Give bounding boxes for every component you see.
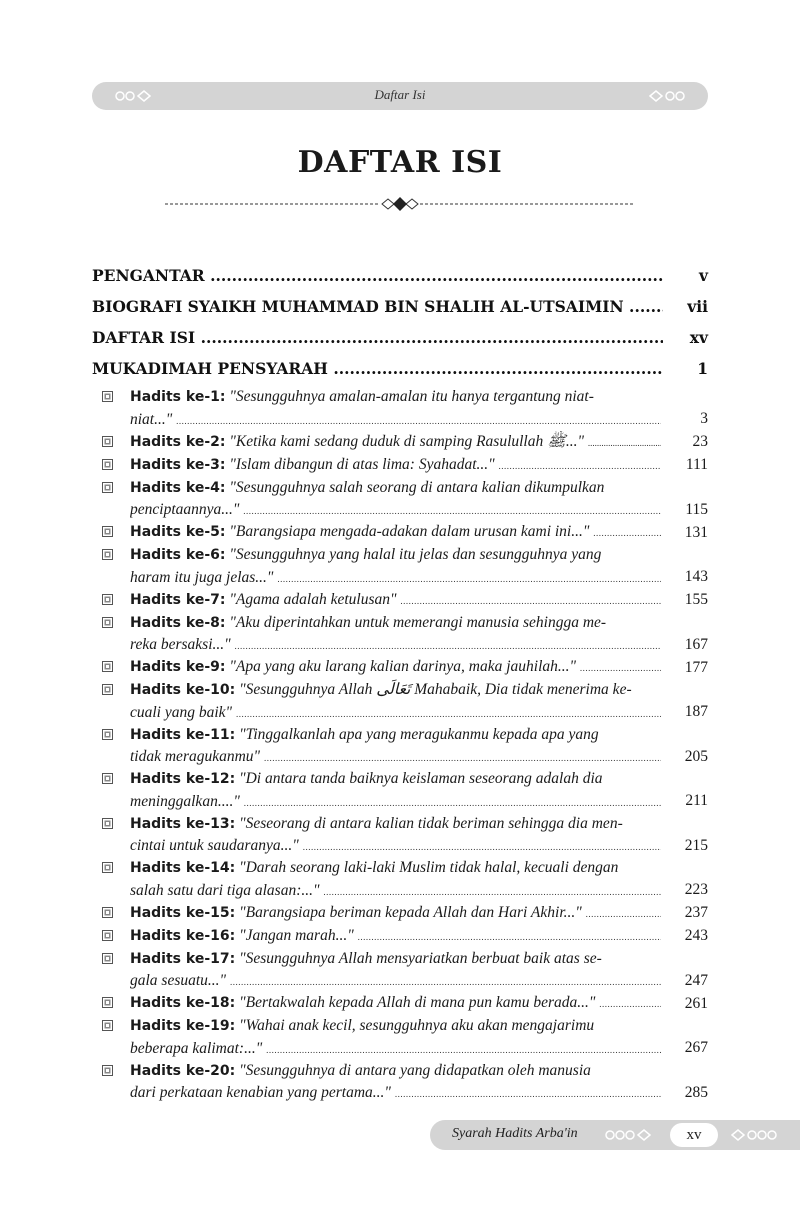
hadits-description: "Sesungguhnya Allah تَعَالَى Mahabaik, Dia tidak menerima ke- (239, 681, 632, 698)
toc-entry-page: 1 (697, 359, 708, 378)
leader-dots (323, 887, 661, 897)
bullet-ornament-icon (102, 617, 113, 628)
leader-dots (358, 932, 661, 942)
divider-ornament-icon (160, 196, 640, 212)
hadits-label: Hadits ke-20: (130, 1062, 236, 1079)
hadits-description: "Sesungguhnya amalan-amalan itu hanya tergantung niat- (229, 388, 594, 405)
bullet-ornament-icon (102, 436, 113, 447)
toc-entry-label: BIOGRAFI SYAIKH MUHAMMAD BIN SHALIH AL-UTSAIMIN ..... (92, 297, 663, 316)
hadits-page-number: 205 (684, 747, 708, 765)
hadits-description: "Darah seorang laki-laki Muslim tidak halal, kecuali dengan (239, 859, 619, 876)
toc-hadits-entry[interactable] (92, 992, 708, 1015)
hadits-page-number: 267 (684, 1039, 708, 1056)
leader-dots (586, 909, 661, 919)
toc-entry-label: PENGANTAR ..... (92, 266, 663, 285)
hadits-description-continued: salah satu dari tiga alasan:..." (130, 881, 320, 899)
bullet-ornament-icon (102, 391, 113, 402)
hadits-page-number: 177 (684, 658, 708, 676)
hadits-label: Hadits ke-10: (130, 682, 236, 698)
leader-dots (599, 999, 661, 1009)
toc-main-entry[interactable] (92, 293, 708, 324)
hadits-description: "Barangsiapa mengada-adakan dalam urusan kami ini..." (229, 523, 590, 540)
hadits-page-number: 215 (684, 836, 708, 854)
hadits-page-number: 115 (685, 500, 708, 518)
hadits-page-number: 111 (685, 456, 708, 473)
leader-dots (236, 709, 661, 719)
bullet-ornament-icon (102, 661, 113, 672)
bullet-ornament-icon (102, 526, 113, 537)
hadits-description: "Islam dibangun di atas lima: Syahadat..." (229, 455, 495, 473)
hadits-description: "Apa yang aku larang kalian darinya, maka jauhilah..." (229, 658, 577, 675)
toc-hadits-entry[interactable] (92, 925, 708, 948)
ornament-icon (730, 1125, 782, 1145)
bullet-ornament-icon (102, 459, 113, 470)
header-title: Daftar Isi (374, 87, 426, 102)
toc-hadits-entry[interactable] (92, 386, 708, 431)
hadits-label: Hadits ke-17: (130, 950, 236, 967)
leader-dots (303, 842, 661, 852)
hadits-description: "Bertakwalah kepada Allah di mana pun kamu berada..." (239, 994, 596, 1011)
bullet-ornament-icon (102, 953, 113, 964)
toc-hadits-entry[interactable] (92, 724, 708, 769)
hadits-label: Hadits ke-7: (130, 591, 226, 608)
leader-dots (243, 506, 661, 516)
leader-dots (499, 461, 661, 471)
running-footer (430, 1120, 800, 1150)
hadits-description-continued: reka bersaksi..." (130, 636, 231, 653)
hadits-label: Hadits ke-15: (130, 904, 236, 921)
hadits-page-number: 187 (684, 703, 708, 720)
hadits-page-number: 167 (684, 635, 708, 653)
ornament-icon (602, 1125, 654, 1145)
hadits-page-number: 243 (684, 927, 708, 944)
hadits-label: Hadits ke-13: (130, 815, 236, 832)
hadits-label: Hadits ke-11: (130, 726, 236, 743)
leader-dots (580, 663, 661, 673)
hadits-label: Hadits ke-16: (130, 927, 236, 944)
hadits-description-continued: gala sesuatu..." (130, 972, 227, 989)
hadits-description: "Wahai anak kecil, sesungguhnya aku akan mengajarimu (239, 1017, 595, 1034)
toc-main-entry[interactable] (92, 355, 708, 386)
leader-dots (395, 1089, 661, 1099)
bullet-ornament-icon (102, 907, 113, 918)
ornament-icon (648, 86, 688, 106)
toc-hadits-entry[interactable] (92, 431, 708, 454)
leader-dots (235, 641, 661, 651)
hadits-label: Hadits ke-8: (130, 614, 226, 631)
hadits-description: "Barangsiapa beriman kepada Allah dan Hari Akhir..." (239, 903, 582, 921)
hadits-page-number: 3 (700, 410, 708, 427)
hadits-description-continued: beberapa kalimat:..." (130, 1039, 263, 1057)
bullet-ornament-icon (102, 773, 113, 784)
hadits-description: "Ketika kami sedang duduk di samping Rasulullah ﷺ..." (229, 432, 584, 450)
hadits-description: "Sesungguhnya salah seorang di antara kalian dikumpulkan (229, 478, 605, 496)
hadits-label: Hadits ke-5: (130, 524, 226, 540)
leader-dots (277, 574, 661, 584)
hadits-label: Hadits ke-18: (130, 995, 236, 1011)
hadits-description: "Aku diperintahkan untuk memerangi manusia sehingga me- (229, 613, 607, 631)
toc-entry-label: MUKADIMAH PENSYARAH ..... (92, 359, 663, 378)
hadits-description: "Sesungguhnya di antara yang didapatkan oleh manusia (239, 1061, 591, 1079)
toc-main-entry[interactable] (92, 262, 708, 293)
toc-hadits-entry[interactable] (92, 477, 708, 522)
hadits-label: Hadits ke-6: (130, 547, 226, 563)
toc-hadits-entry[interactable] (92, 589, 708, 612)
hadits-label: Hadits ke-14: (130, 860, 236, 876)
hadits-page-number: 131 (684, 523, 708, 541)
toc-hadits-entry[interactable] (92, 857, 708, 902)
hadits-description: "Sesungguhnya yang halal itu jelas dan sesungguhnya yang (229, 546, 602, 563)
toc-hadits-entry[interactable] (92, 679, 708, 724)
toc-entry-page: xv (689, 328, 708, 347)
hadits-description-continued: cintai untuk saudaranya..." (130, 837, 299, 854)
bullet-ornament-icon (102, 549, 113, 560)
hadits-description-continued: haram itu juga jelas..." (130, 568, 274, 586)
toc-hadits-entry[interactable] (92, 521, 708, 544)
bullet-ornament-icon (102, 818, 113, 829)
hadits-page-number: 143 (684, 568, 708, 585)
toc-entry-page: vii (687, 297, 708, 316)
hadits-label: Hadits ke-12: (130, 771, 236, 787)
hadits-description-continued: dari perkataan kenabian yang pertama..." (130, 1084, 391, 1101)
hadits-page-number: 155 (684, 591, 708, 608)
toc-hadits-entry[interactable] (92, 612, 708, 657)
hadits-label: Hadits ke-9: (130, 659, 226, 675)
footer-page-number: xv (670, 1123, 718, 1147)
leader-dots (266, 1045, 661, 1055)
hadits-label: Hadits ke-3: (130, 456, 226, 473)
hadits-description: "Tinggalkanlah apa yang meragukanmu kepada apa yang (239, 725, 599, 743)
hadits-description-continued: tidak meragukanmu" (130, 748, 261, 765)
hadits-label: Hadits ke-2: (130, 433, 226, 450)
hadits-description: "Sesungguhnya Allah mensyariatkan berbuat baik atas se- (239, 949, 602, 967)
bullet-ornament-icon (102, 1020, 113, 1031)
hadits-description-continued: cuali yang baik" (130, 703, 233, 721)
hadits-page-number: 211 (685, 792, 708, 809)
toc-hadits-entry[interactable] (92, 768, 708, 813)
toc-entry-label: DAFTAR ISI ..... (92, 328, 663, 347)
bullet-ornament-icon (102, 684, 113, 695)
toc-entry-page: v (698, 266, 708, 285)
leader-dots (400, 596, 661, 606)
hadits-page-number: 23 (692, 433, 708, 450)
footer-book-title: Syarah Hadits Arba'in (452, 1126, 578, 1141)
hadits-description: "Di antara tanda baiknya keislaman seseorang adalah dia (239, 770, 603, 787)
bullet-ornament-icon (102, 1065, 113, 1076)
leader-dots (588, 438, 661, 448)
toc-hadits-entry[interactable] (92, 1060, 708, 1105)
hadits-label: Hadits ke-19: (130, 1018, 236, 1034)
toc-hadits-entry[interactable] (92, 544, 708, 589)
hadits-description-continued: penciptaannya..." (130, 501, 240, 518)
bullet-ornament-icon (102, 482, 113, 493)
toc-hadits-entry[interactable] (92, 813, 708, 858)
hadits-description-continued: meninggalkan...." (130, 792, 240, 810)
hadits-page-number: 261 (684, 994, 708, 1012)
hadits-description: "Jangan marah..." (239, 926, 354, 944)
table-of-contents (92, 262, 708, 1104)
toc-hadits-entry[interactable] (92, 1015, 708, 1060)
toc-hadits-entry[interactable] (92, 454, 708, 477)
toc-hadits-entry[interactable] (92, 902, 708, 925)
hadits-label: Hadits ke-1: (130, 389, 226, 405)
page-title: DAFTAR ISI (297, 145, 503, 180)
bullet-ornament-icon (102, 729, 113, 740)
bullet-ornament-icon (102, 997, 113, 1008)
running-header (92, 82, 708, 110)
bullet-ornament-icon (102, 862, 113, 873)
hadits-page-number: 247 (684, 971, 708, 989)
hadits-description: "Seseorang di antara kalian tidak beriman sehingga dia men- (239, 814, 623, 832)
leader-dots (593, 528, 661, 538)
bullet-ornament-icon (102, 594, 113, 605)
hadits-page-number: 237 (684, 904, 708, 921)
leader-dots (244, 798, 661, 808)
hadits-description-continued: niat..." (130, 410, 173, 428)
leader-dots (264, 753, 661, 763)
hadits-page-number: 285 (684, 1083, 708, 1101)
leader-dots (230, 977, 661, 987)
hadits-description: "Agama adalah ketulusan" (229, 590, 397, 608)
hadits-label: Hadits ke-4: (130, 479, 226, 496)
leader-dots (176, 416, 661, 426)
toc-hadits-entry[interactable] (92, 948, 708, 993)
toc-hadits-entry[interactable] (92, 656, 708, 679)
bullet-ornament-icon (102, 930, 113, 941)
toc-main-entry[interactable] (92, 324, 708, 355)
hadits-page-number: 223 (684, 881, 708, 898)
